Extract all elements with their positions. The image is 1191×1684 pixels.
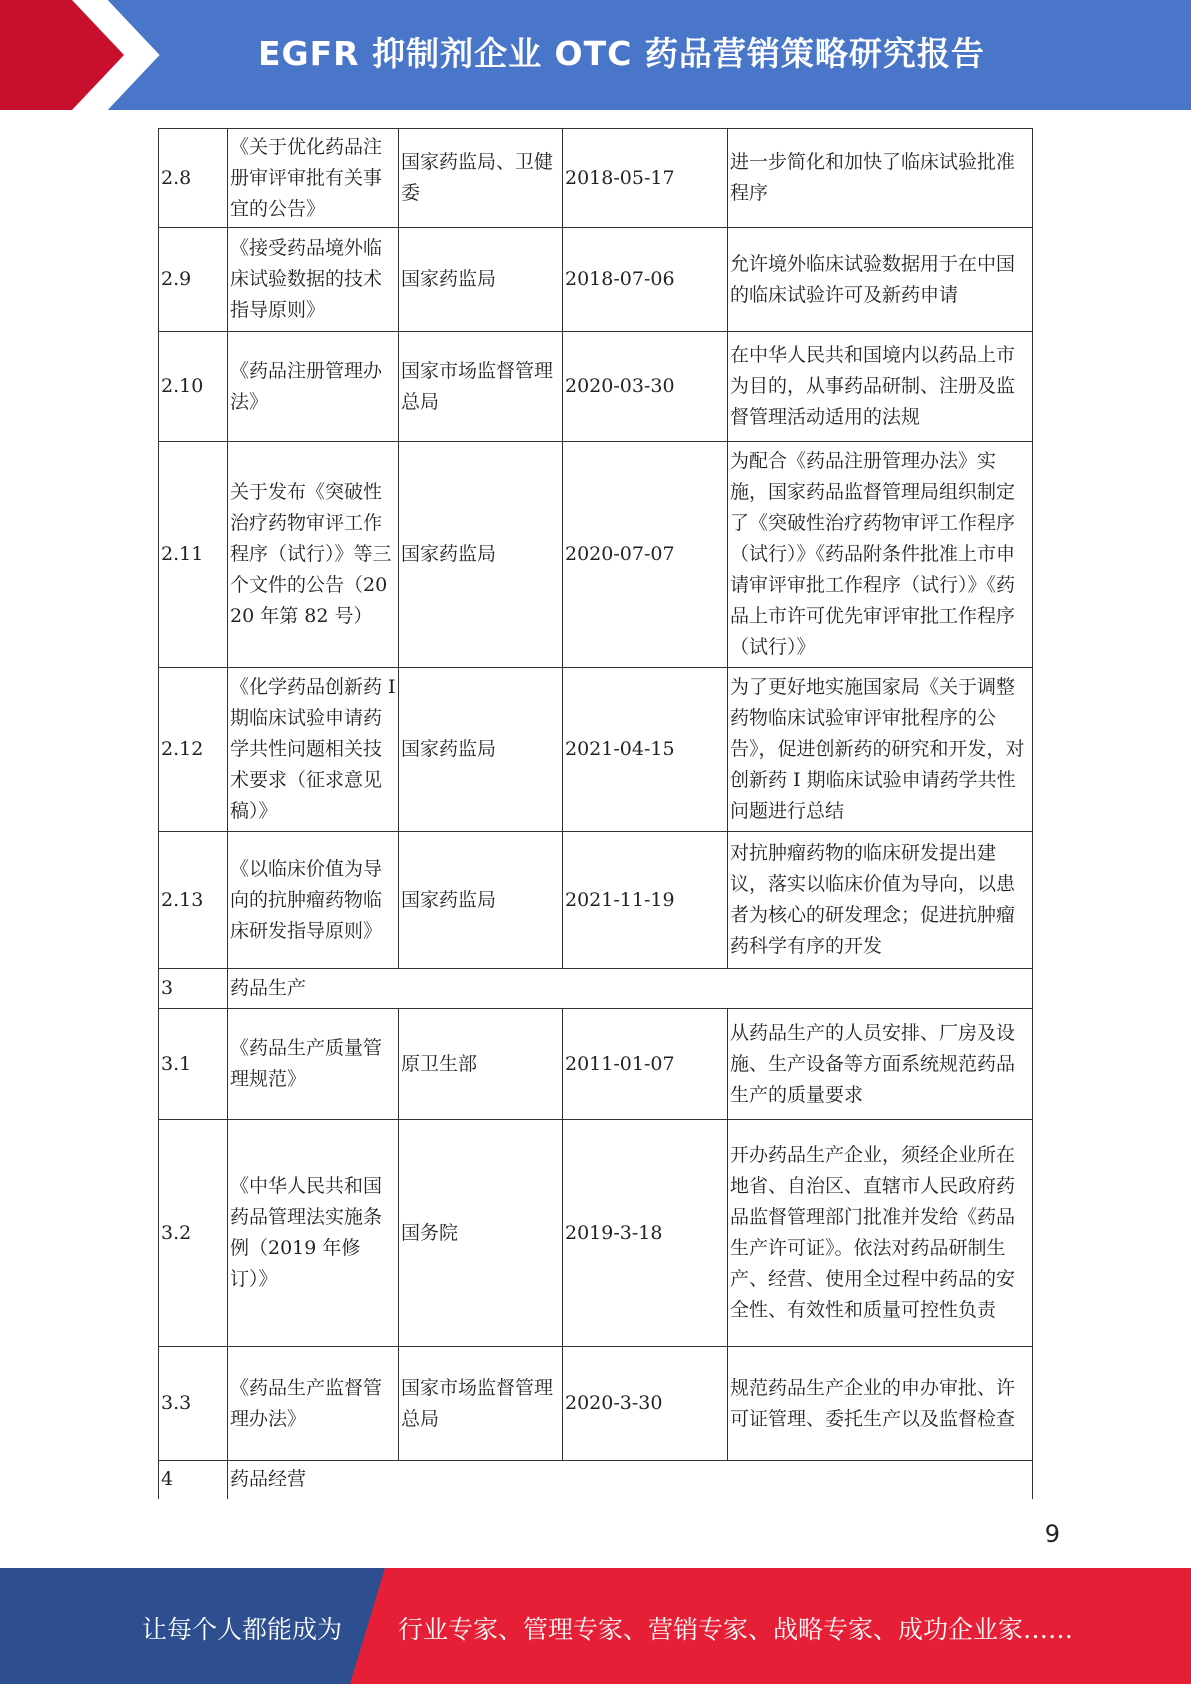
regulation-description: 从药品生产的人员安排、厂房及设施、生产设备等方面系统规范药品生产的质量要求	[728, 1009, 1033, 1120]
regulation-description: 在中华人民共和国境内以药品上市为目的，从事药品研制、注册及监督管理活动适用的法规	[728, 332, 1033, 442]
issuing-agency: 国家市场监督管理总局	[399, 1347, 563, 1461]
row-number: 2.10	[159, 332, 228, 442]
issue-date: 2018-05-17	[563, 129, 728, 228]
table-row	[159, 442, 1033, 668]
regulation-name: 《接受药品境外临床试验数据的技术指导原则》	[228, 228, 399, 332]
regulation-table	[158, 128, 1033, 1499]
section-row	[159, 969, 1033, 1009]
issuing-agency: 国家药监局	[399, 832, 563, 969]
issue-date: 2020-3-30	[563, 1347, 728, 1461]
issuing-agency: 国务院	[399, 1120, 563, 1347]
issuing-agency: 国家药监局	[399, 668, 563, 832]
row-number: 2.13	[159, 832, 228, 969]
regulation-description: 开办药品生产企业，须经企业所在地省、自治区、直辖市人民政府药品监督管理部门批准并发给《药品生产许可证》。依法对药品研制生产、经营、使用全过程中药品的安全性、有效性和质量可控性负责	[728, 1120, 1033, 1347]
issue-date: 2021-04-15	[563, 668, 728, 832]
regulation-description: 为了更好地实施国家局《关于调整药物临床试验审评审批程序的公告》，促进创新药的研究和开发，对创新药 I 期临床试验申请药学共性问题进行总结	[728, 668, 1033, 832]
issue-date: 2019-3-18	[563, 1120, 728, 1347]
table-row	[159, 832, 1033, 969]
regulation-name: 《药品生产监督管理办法》	[228, 1347, 399, 1461]
regulation-name: 《药品注册管理办法》	[228, 332, 399, 442]
regulation-name: 《以临床价值为导向的抗肿瘤药物临床研发指导原则》	[228, 832, 399, 969]
issuing-agency: 国家药监局	[399, 442, 563, 668]
issuing-agency: 国家药监局、卫健委	[399, 129, 563, 228]
regulation-name: 《药品生产质量管理规范》	[228, 1009, 399, 1120]
table-row	[159, 1120, 1033, 1347]
footer-slogan-left: 让每个人都能成为	[142, 1615, 343, 1644]
table-row	[159, 1347, 1033, 1461]
row-number: 3.1	[159, 1009, 228, 1120]
section-title: 药品经营	[228, 1461, 1033, 1499]
issue-date: 2018-07-06	[563, 228, 728, 332]
issuing-agency: 原卫生部	[399, 1009, 563, 1120]
table-row	[159, 332, 1033, 442]
issue-date: 2011-01-07	[563, 1009, 728, 1120]
table-row	[159, 1009, 1033, 1120]
regulation-description: 进一步简化和加快了临床试验批准程序	[728, 129, 1033, 228]
section-number: 4	[159, 1461, 228, 1499]
regulation-description: 为配合《药品注册管理办法》实施，国家药品监督管理局组织制定了《突破性治疗药物审评工作程序（试行）》《药品附条件批准上市申请审评审批工作程序（试行）》《药品上市许可优先审评审批工作程序（试行）》	[728, 442, 1033, 668]
regulation-name: 《关于优化药品注册审评审批有关事宜的公告》	[228, 129, 399, 228]
issuing-agency: 国家市场监督管理总局	[399, 332, 563, 442]
regulation-description: 规范药品生产企业的申办审批、许可证管理、委托生产以及监督检查	[728, 1347, 1033, 1461]
row-number: 2.12	[159, 668, 228, 832]
page-number: 9	[1044, 1520, 1060, 1548]
issue-date: 2020-07-07	[563, 442, 728, 668]
row-number: 2.9	[159, 228, 228, 332]
table-row	[159, 228, 1033, 332]
regulation-description: 对抗肿瘤药物的临床研发提出建议，落实以临床价值为导向，以患者为核心的研发理念；促进抗肿瘤药科学有序的开发	[728, 832, 1033, 969]
row-number: 2.11	[159, 442, 228, 668]
regulation-name: 《中华人民共和国药品管理法实施条例（2019 年修订）》	[228, 1120, 399, 1347]
table-row	[159, 668, 1033, 832]
section-row	[159, 1461, 1033, 1499]
footer-slogan-right: 行业专家、管理专家、营销专家、战略专家、成功企业家……	[398, 1615, 1074, 1644]
issue-date: 2021-11-19	[563, 832, 728, 969]
section-number: 3	[159, 969, 228, 1009]
regulation-description: 允许境外临床试验数据用于在中国的临床试验许可及新药申请	[728, 228, 1033, 332]
page-footer	[0, 1568, 1191, 1684]
page-header	[0, 0, 1191, 110]
row-number: 2.8	[159, 129, 228, 228]
section-title: 药品生产	[228, 969, 1033, 1009]
table-row	[159, 129, 1033, 228]
regulation-name: 《化学药品创新药 I 期临床试验申请药学共性问题相关技术要求（征求意见稿）》	[228, 668, 399, 832]
issuing-agency: 国家药监局	[399, 228, 563, 332]
issue-date: 2020-03-30	[563, 332, 728, 442]
header-title: EGFR 抑制剂企业 OTC 药品营销策略研究报告	[258, 34, 985, 73]
row-number: 3.3	[159, 1347, 228, 1461]
row-number: 3.2	[159, 1120, 228, 1347]
regulation-name: 关于发布《突破性治疗药物审评工作程序（试行）》等三个文件的公告（2020 年第 82 号）	[228, 442, 399, 668]
